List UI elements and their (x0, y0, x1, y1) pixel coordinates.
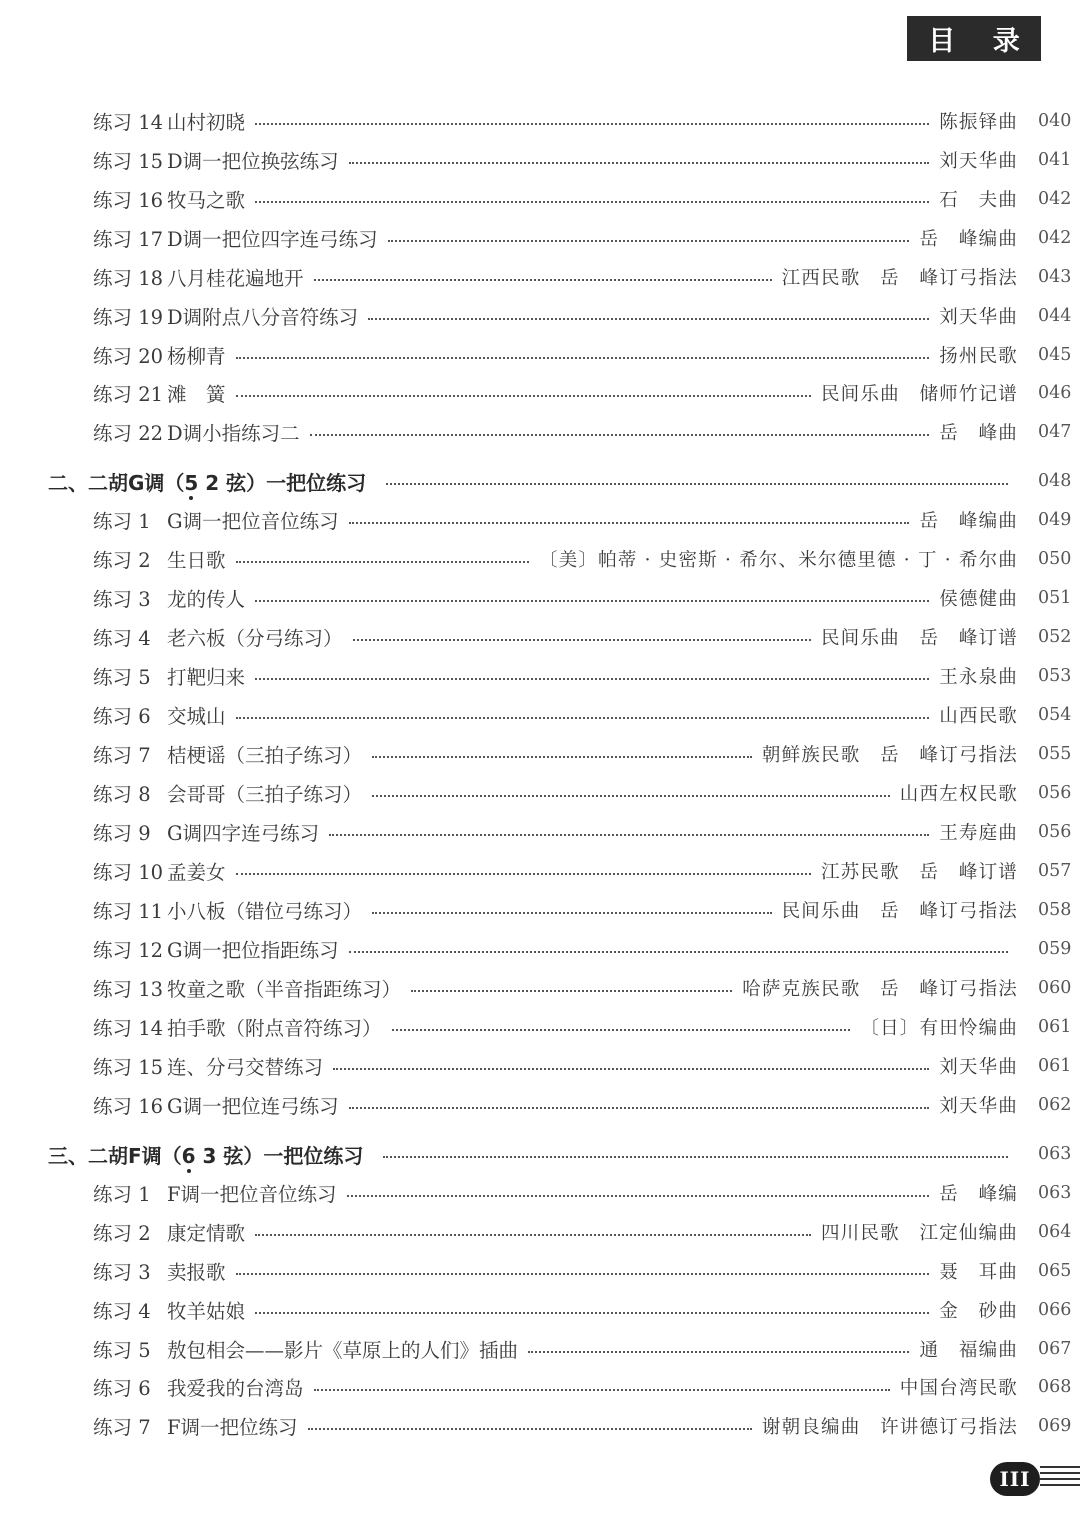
dot-leader (388, 240, 910, 242)
section-tab-contents: 目 录 (907, 16, 1041, 61)
entry-title: 牧童之歌（半音指距练习） (167, 978, 402, 1001)
dot-leader (310, 434, 930, 436)
entry-credit: 扬州民歌 (939, 346, 1018, 367)
entry-page-number: 048 (1038, 471, 1072, 491)
toc-entry[interactable] (0, 856, 1080, 886)
entry-page-number: 043 (1038, 267, 1072, 287)
toc-entry[interactable] (0, 1334, 1080, 1364)
entry-number: 练习 3 (93, 588, 151, 611)
entry-title: 桔梗谣（三拍子练习） (167, 744, 363, 767)
toc-entry[interactable] (0, 301, 1080, 331)
entry-credit: 山西左权民歌 (899, 784, 1018, 805)
entry-credit: 刘天华曲 (939, 307, 1018, 328)
entry-credit: 四川民歌 江定仙编曲 (820, 1223, 1018, 1244)
entry-number: 练习 7 (93, 1416, 151, 1439)
entry-number: 练习 15 (93, 150, 164, 173)
dot-leader (349, 162, 930, 164)
toc-entry[interactable] (0, 145, 1080, 175)
page-number: III (990, 1462, 1040, 1496)
entry-title: 生日歌 (167, 549, 226, 572)
entry-number: 练习 4 (93, 627, 151, 650)
toc-entry[interactable] (0, 622, 1080, 652)
entry-page-number: 042 (1038, 228, 1072, 248)
entry-title: 山村初晓 (167, 111, 246, 134)
entry-credit: 山西民歌 (939, 706, 1018, 727)
entry-title: G调一把位连弓练习 (167, 1095, 339, 1118)
toc-entry[interactable] (0, 1090, 1080, 1120)
toc-entry[interactable] (0, 583, 1080, 613)
entry-number: 练习 20 (93, 345, 164, 368)
toc-entry[interactable] (0, 661, 1080, 691)
toc-entry[interactable] (0, 1411, 1080, 1441)
entry-page-number: 047 (1038, 422, 1072, 442)
entry-number: 练习 8 (93, 783, 151, 806)
dot-leader (383, 1156, 1008, 1158)
dot-leader (528, 1351, 909, 1353)
entry-page-number: 060 (1038, 978, 1072, 998)
entry-credit: 江西民歌 岳 峰订弓指法 (781, 268, 1018, 289)
toc-entry[interactable] (0, 1295, 1080, 1325)
toc-section-heading[interactable] (0, 1139, 1080, 1169)
entry-credit: 岳 峰编 (939, 1184, 1018, 1205)
entry-page-number: 061 (1038, 1056, 1072, 1076)
section-title-prefix: 二、二胡G调（ (48, 470, 185, 495)
dot-leader (314, 1389, 890, 1391)
dot-leader (314, 279, 772, 281)
entry-credit: 石 夫曲 (939, 190, 1018, 211)
entry-credit: 聂 耳曲 (939, 1262, 1018, 1283)
toc-entry[interactable] (0, 262, 1080, 292)
entry-title: 牧马之歌 (167, 189, 246, 212)
entry-page-number: 069 (1038, 1416, 1072, 1436)
entry-number: 练习 5 (93, 666, 151, 689)
toc-entry[interactable] (0, 817, 1080, 847)
entry-title: F调一把位音位练习 (167, 1183, 337, 1206)
entry-number: 练习 18 (93, 267, 164, 290)
entry-number: 练习 15 (93, 1056, 164, 1079)
dot-leader (236, 357, 930, 359)
entry-page-number: 052 (1038, 627, 1072, 647)
entry-title: 孟姜女 (167, 861, 226, 884)
dot-leader (255, 201, 929, 203)
entry-number: 练习 10 (93, 861, 164, 884)
entry-number: 练习 7 (93, 744, 151, 767)
entry-page-number: 062 (1038, 1095, 1072, 1115)
entry-credit: 谢朝良编曲 许讲德订弓指法 (761, 1417, 1018, 1438)
entry-title: 牧羊姑娘 (167, 1300, 246, 1323)
entry-title: 杨柳青 (167, 345, 226, 368)
toc-entry[interactable] (0, 223, 1080, 253)
entry-page-number: 042 (1038, 189, 1072, 209)
entry-credit: 朝鲜族民歌 岳 峰订弓指法 (761, 745, 1018, 766)
entry-page-number: 067 (1038, 1339, 1072, 1359)
entry-page-number: 059 (1038, 939, 1072, 959)
dot-leader (236, 717, 930, 719)
entry-number: 练习 14 (93, 1017, 164, 1040)
entry-number: 练习 11 (93, 900, 164, 923)
section-title-suffix: 2 弦）一把位练习 (198, 470, 367, 495)
dot-leader (255, 1312, 929, 1314)
section-title (0, 467, 366, 496)
entry-title: 老六板（分弓练习） (167, 627, 343, 650)
entry-page-number: 053 (1038, 666, 1072, 686)
entry-credit: 岳 峰曲 (939, 423, 1018, 444)
entry-credit: 民间乐曲 岳 峰订谱 (820, 628, 1018, 649)
entry-credit: 〔日〕有田怜编曲 (860, 1018, 1018, 1039)
entry-credit: 哈萨克族民歌 岳 峰订弓指法 (742, 979, 1018, 1000)
entry-number: 练习 6 (93, 1377, 151, 1400)
toc-entry[interactable] (0, 934, 1080, 964)
toc-entry[interactable] (0, 1178, 1080, 1208)
entry-credit: 通 福编曲 (919, 1340, 1018, 1361)
toc-entry[interactable] (0, 700, 1080, 730)
entry-title: G调一把位指距练习 (167, 939, 339, 962)
dot-leader (372, 756, 752, 758)
entry-number: 练习 1 (93, 1183, 151, 1206)
entry-title: D调一把位换弦练习 (167, 150, 339, 173)
toc-entry[interactable] (0, 1217, 1080, 1247)
entry-title: 敖包相会——影片《草原上的人们》插曲 (167, 1339, 519, 1362)
entry-credit: 江苏民歌 岳 峰订谱 (820, 862, 1018, 883)
entry-title: G调一把位音位练习 (167, 510, 339, 533)
toc-entry[interactable] (0, 778, 1080, 808)
entry-credit: 民间乐曲 储师竹记谱 (820, 384, 1018, 405)
entry-credit: 民间乐曲 岳 峰订弓指法 (781, 901, 1018, 922)
entry-title: 小八板（错位弓练习） (167, 900, 363, 923)
dot-leader (329, 834, 929, 836)
entry-number: 练习 1 (93, 510, 151, 533)
entry-credit: 岳 峰编曲 (919, 511, 1018, 532)
entry-credit: 王永泉曲 (939, 667, 1018, 688)
entry-page-number: 044 (1038, 306, 1072, 326)
dot-leader (236, 395, 811, 397)
entry-title: G调四字连弓练习 (167, 822, 320, 845)
entry-page-number: 051 (1038, 588, 1072, 608)
toc-section-heading[interactable] (0, 466, 1080, 496)
entry-title: 打靶归来 (167, 666, 246, 689)
dot-leader (255, 1234, 811, 1236)
dot-leader (392, 1029, 851, 1031)
entry-credit: 刘天华曲 (939, 1096, 1018, 1117)
entry-number: 练习 6 (93, 705, 151, 728)
dot-leader (236, 1273, 930, 1275)
entry-credit: 〔美〕帕蒂 · 史密斯 · 希尔、米尔德里德 · 丁 · 希尔曲 (539, 550, 1018, 571)
dot-leader (349, 1107, 930, 1109)
entry-credit: 岳 峰编曲 (919, 229, 1018, 250)
entry-title: D调一把位四字连弓练习 (167, 228, 378, 251)
section-title-suffix: 3 弦）一把位练习 (195, 1143, 364, 1168)
entry-credit: 中国台湾民歌 (899, 1378, 1018, 1399)
entry-credit: 王寿庭曲 (939, 823, 1018, 844)
entry-title: D调附点八分音符练习 (167, 306, 359, 329)
toc-entry[interactable] (0, 417, 1080, 447)
entry-number: 练习 4 (93, 1300, 151, 1323)
dot-leader (236, 873, 811, 875)
entry-credit: 刘天华曲 (939, 151, 1018, 172)
entry-page-number: 058 (1038, 900, 1072, 920)
entry-title: 卖报歌 (167, 1261, 226, 1284)
entry-page-number: 050 (1038, 549, 1072, 569)
entry-page-number: 066 (1038, 1300, 1072, 1320)
dot-leader (255, 600, 929, 602)
dot-leader (349, 522, 910, 524)
entry-page-number: 068 (1038, 1377, 1072, 1397)
entry-title: 八月桂花遍地开 (167, 267, 304, 290)
entry-title: 会哥哥（三拍子练习） (167, 783, 363, 806)
music-staff-decoration (1040, 1466, 1080, 1492)
dot-leader (349, 951, 1008, 953)
toc-entry[interactable] (0, 895, 1080, 925)
page-number-badge (990, 1460, 1040, 1500)
entry-title: 滩 簧 (167, 383, 226, 406)
toc-entry[interactable] (0, 1012, 1080, 1042)
entry-page-number: 054 (1038, 705, 1072, 725)
entry-page-number: 055 (1038, 744, 1072, 764)
toc-entry[interactable] (0, 378, 1080, 408)
toc-entry[interactable] (0, 340, 1080, 370)
toc-entry[interactable] (0, 544, 1080, 574)
entry-number: 练习 3 (93, 1261, 151, 1284)
toc-entry[interactable] (0, 973, 1080, 1003)
toc-entry[interactable] (0, 184, 1080, 214)
section-title-prefix: 三、二胡F调（ (48, 1143, 182, 1168)
entry-page-number: 040 (1038, 111, 1072, 131)
toc-entry[interactable] (0, 739, 1080, 769)
toc-entry[interactable] (0, 505, 1080, 535)
dot-leader (353, 639, 811, 641)
dot-leader (368, 318, 929, 320)
dot-leader (333, 1068, 929, 1070)
entry-number: 练习 12 (93, 939, 164, 962)
dot-leader (255, 123, 929, 125)
entry-number: 练习 16 (93, 189, 164, 212)
entry-page-number: 064 (1038, 1222, 1072, 1242)
entry-credit: 金 砂曲 (939, 1301, 1018, 1322)
entry-page-number: 056 (1038, 783, 1072, 803)
entry-number: 练习 16 (93, 1095, 164, 1118)
entry-page-number: 041 (1038, 150, 1072, 170)
entry-page-number: 046 (1038, 383, 1072, 403)
toc-entry[interactable] (0, 106, 1080, 136)
entry-title: 拍手歌（附点音符练习） (167, 1017, 382, 1040)
entry-title: 交城山 (167, 705, 226, 728)
entry-number: 练习 17 (93, 228, 164, 251)
entry-title: 龙的传人 (167, 588, 246, 611)
entry-number: 练习 21 (93, 383, 164, 406)
toc-entry[interactable] (0, 1051, 1080, 1081)
dot-leader (347, 1195, 930, 1197)
entry-number: 练习 19 (93, 306, 164, 329)
section-title-low-note: 5 (184, 470, 199, 495)
entry-page-number: 061 (1038, 1017, 1072, 1037)
entry-title: 康定情歌 (167, 1222, 246, 1245)
section-title (0, 1140, 363, 1169)
entry-page-number: 065 (1038, 1261, 1072, 1281)
entry-page-number: 057 (1038, 861, 1072, 881)
entry-page-number: 056 (1038, 822, 1072, 842)
entry-title: 我爱我的台湾岛 (167, 1377, 304, 1400)
entry-number: 练习 13 (93, 978, 164, 1001)
dot-leader (255, 678, 929, 680)
toc-entry[interactable] (0, 1372, 1080, 1402)
entry-credit: 刘天华曲 (939, 1057, 1018, 1078)
entry-credit: 侯德健曲 (939, 589, 1018, 610)
entry-page-number: 063 (1038, 1183, 1072, 1203)
section-title-low-note: 6 (181, 1143, 196, 1168)
entry-number: 练习 2 (93, 549, 151, 572)
entry-number: 练习 2 (93, 1222, 151, 1245)
entry-number: 练习 9 (93, 822, 151, 845)
entry-page-number: 049 (1038, 510, 1072, 530)
entry-page-number: 063 (1038, 1144, 1072, 1164)
dot-leader (236, 561, 530, 563)
dot-leader (372, 912, 772, 914)
dot-leader (372, 795, 890, 797)
entry-number: 练习 5 (93, 1339, 151, 1362)
dot-leader (308, 1428, 752, 1430)
entry-page-number: 045 (1038, 345, 1072, 365)
toc-entry[interactable] (0, 1256, 1080, 1286)
entry-title: D调小指练习二 (167, 422, 300, 445)
entry-credit: 陈振铎曲 (939, 112, 1018, 133)
dot-leader (386, 483, 1008, 485)
dot-leader (411, 990, 732, 992)
entry-number: 练习 22 (93, 422, 164, 445)
entry-number: 练习 14 (93, 111, 164, 134)
entry-title: 连、分弓交替练习 (167, 1056, 324, 1079)
entry-title: F调一把位练习 (167, 1416, 298, 1439)
